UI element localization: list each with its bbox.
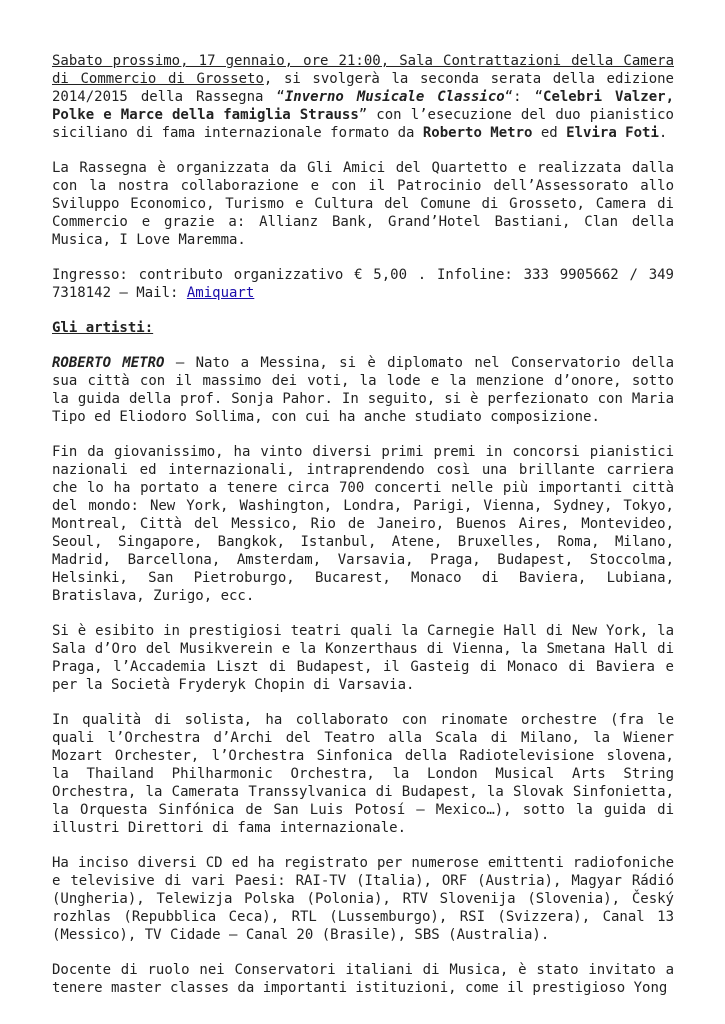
ingresso-paragraph: Ingresso: contributo organizzativo € 5,00 . Infoline: 333 9905662 / 349 7318142 – Mail: Amiquart — [52, 267, 674, 301]
section-heading: Gli artisti: — [52, 320, 154, 336]
bio-paragraph: In qualità di solista, ha collaborato con rinomate orchestre (fra le quali l’Orchestra d’Archi del Teatro alla Scala di Milano, la Wiener Mozart Orchester, l’Orchestra Sinfonica della Radiotelevisione slovena, la Thailand Philharmonic Orchestra, la London Musical Arts String Orchestra, la Camerata Transsylvanica di Budapest, la Slovak Sinfonietta, la Orquesta Sinfónica de San Luis Potosí – Mexico…), sotto la guida di illustri Direttori di fama internazionale. — [52, 712, 674, 836]
bio-paragraph: ROBERTO METRO – Nato a Messina, si è diplomato nel Conservatorio della sua città con il massimo dei voti, la lode e la menzione d’onore, sotto la guida della prof. Sonja Pahor. In seguito, si è perfezionato con Maria Tipo ed Eliodoro Sollima, con cui ha anche studiato composizione. — [52, 355, 674, 425]
concert-title: Celebri Valzer, Polke e Marce della famiglia Strauss — [52, 89, 675, 123]
event-date-place: Sabato prossimo, 17 gennaio, ore 21:00, Sala Contrattazioni della Camera di Commercio di Grosseto — [52, 53, 674, 87]
artist-name-1: Roberto Metro — [422, 125, 533, 141]
bio-paragraph: Ha inciso diversi CD ed ha registrato per numerose emittenti radiofoniche e televisive di vari Paesi: RAI-TV (Italia), ORF (Austria), Magyar Rádió (Ungheria), Telewizja Polska (Polonia), RTV Slovenija (Slovenia), Český rozhlas (Repubblica Ceca), RTL (Lussemburgo), RSI (Svizzera), Canal 13 (Messico), TV Cidade – Canal 20 (Brasile), SBS (Australia). — [52, 855, 674, 943]
article-body — [52, 52, 674, 1014]
bio-paragraph: Fin da giovanissimo, ha vinto diversi primi premi in concorsi pianistici nazionali ed internazionali, intraprendendo così una brillante carriera che lo ha portato a tenere circa 700 concerti nelle più importanti città del mondo: New York, Washington, Londra, Parigi, Vienna, Sydney, Tokyo, Montreal, Città del Messico, Rio de Janeiro, Buenos Aires, Montevideo, Seoul, Singapore, Bangkok, Istanbul, Atene, Bruxelles, Roma, Milano, Madrid, Barcellona, Amsterdam, Varsavia, Praga, Budapest, Stoccolma, Helsinki, San Pietroburgo, Bucarest, Monaco di Baviera, Lubiana, Bratislava, Zurigo, ecc. — [52, 444, 674, 604]
intro-paragraph: Sabato prossimo, 17 gennaio, ore 21:00, Sala Contrattazioni della Camera di Commercio di Grosseto, si svolgerà la seconda serata della edizione 2014/2015 della Rassegna “Inverno Musicale Classico“: “Celebri Valzer, Polke e Marce della famiglia Strauss” con l’esecuzione del duo pianistico siciliano di fama internazionale formato da Roberto Metro ed Elvira Foti. — [52, 53, 675, 141]
bio-paragraph: Docente di ruolo nei Conservatori italiani di Musica, è stato invitato a tenere master classes da importanti istituzioni, come il prestigioso Yong — [52, 962, 674, 996]
organization-paragraph: La Rassegna è organizzata da Gli Amici del Quartetto e realizzata dalla con la nostra collaborazione e con il Patrocinio dell’Assessorato allo Sviluppo Economico, Turismo e Cultura del Comune di Grosseto, Camera di Commercio e grazie a: Allianz Bank, Grand’Hotel Bastiani, Clan della Musica, I Love Maremma. — [52, 160, 674, 248]
mail-link[interactable]: Amiquart — [186, 285, 255, 301]
rassegna-name: Inverno Musicale Classico — [284, 89, 505, 105]
artist-name-2: Elvira Foti — [566, 125, 659, 141]
bio-paragraph: Si è esibito in prestigiosi teatri quali la Carnegie Hall di New York, la Sala d’Oro del Musikverein e la Konzerthaus di Vienna, la Smetana Hall di Praga, l’Accademia Liszt di Budapest, il Gasteig di Monaco di Baviera e per la Società Fryderyk Chopin di Varsavia. — [52, 623, 674, 693]
bio-artist-name: ROBERTO METRO — [52, 355, 165, 371]
